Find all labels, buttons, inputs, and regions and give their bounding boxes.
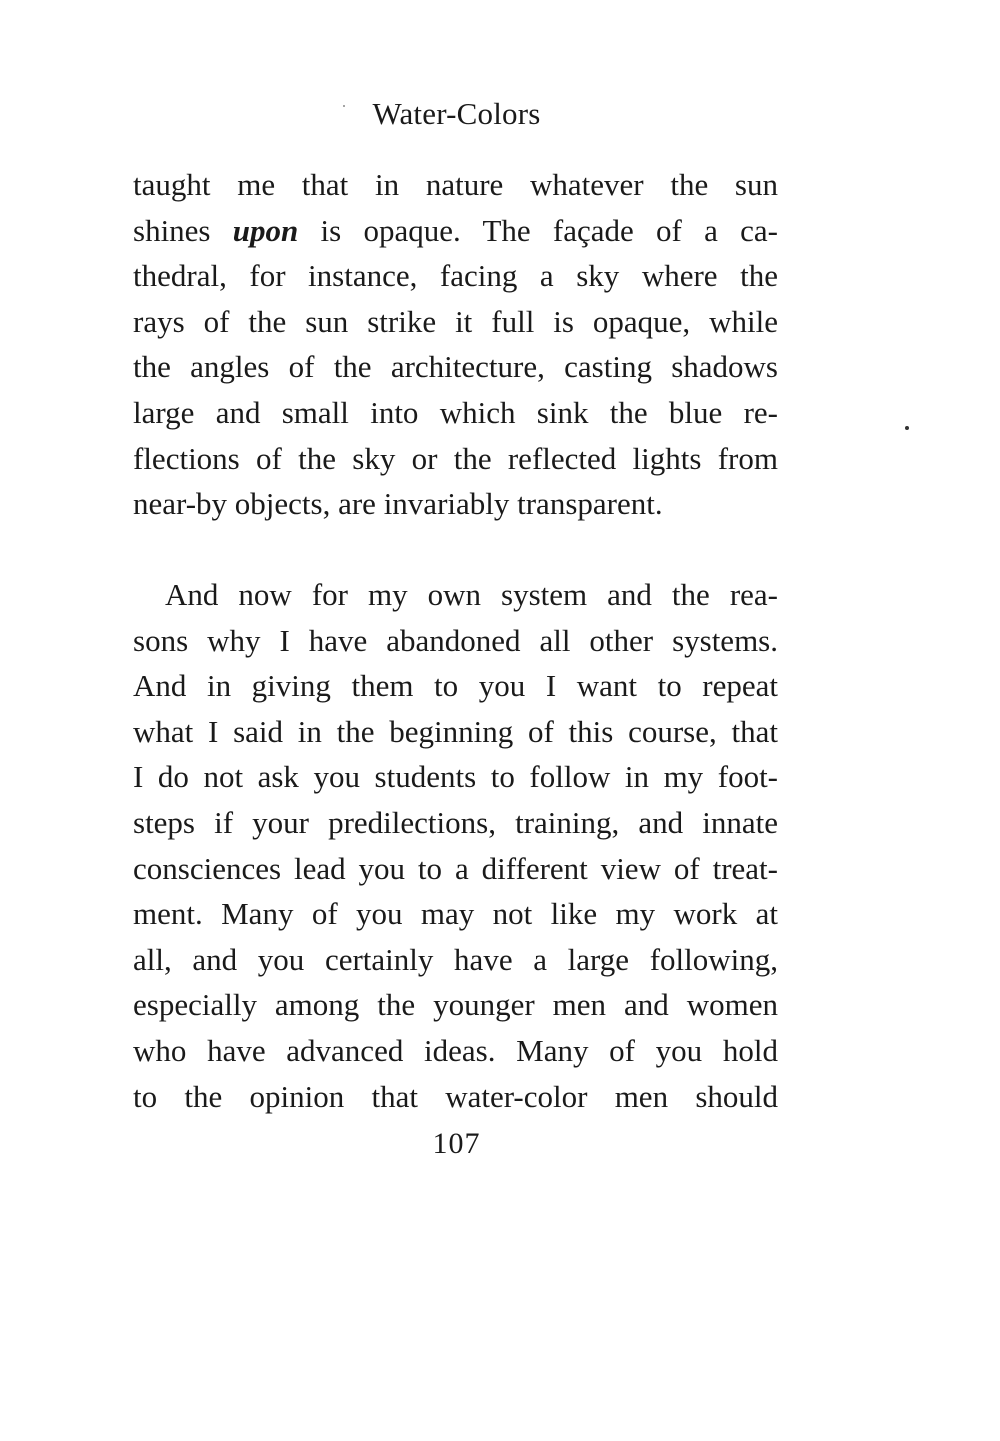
text-line: especially among the younger men and women <box>133 987 778 1023</box>
scan-speck <box>343 105 345 107</box>
emphasized-word: upon <box>232 212 299 248</box>
text-line: I do not ask you students to follow in my foot- <box>133 759 778 795</box>
text-line: all, and you certainly have a large following, <box>133 941 778 977</box>
running-head: Water-Colors <box>372 96 541 131</box>
text-line: flections of the sky or the reflected lights from <box>133 440 778 476</box>
text-fragment: is opaque. The façade of a ca- <box>298 212 779 248</box>
scan-speck <box>905 426 909 430</box>
text-line <box>133 208 778 254</box>
text-line: who have advanced ideas. Many of you hold <box>133 1032 778 1068</box>
text-line: And now for my own system and the rea- <box>165 577 778 612</box>
page-number: 107 <box>432 1127 481 1160</box>
text-line: the angles of the architecture, casting shadows <box>133 349 778 385</box>
text-line: thedral, for instance, facing a sky where the <box>133 258 778 294</box>
text-line: to the opinion that water-color men should <box>133 1078 778 1114</box>
text-line: consciences lead you to a different view of treat- <box>133 850 778 886</box>
paragraph-2 <box>133 572 778 1119</box>
text-line: taught me that in nature whatever the sun <box>133 167 778 202</box>
text-line: near-by objects, are invariably transparent. <box>133 486 663 522</box>
text-fragment: shines <box>133 212 233 248</box>
text-line: And in giving them to you I want to repeat <box>133 668 778 704</box>
text-line: what I said in the beginning of this course, that <box>133 713 778 749</box>
text-line: sons why I have abandoned all other systems. <box>133 622 778 658</box>
text-line: steps if your predilections, training, and innate <box>133 804 778 840</box>
paragraph-1 <box>133 162 778 527</box>
text-line: rays of the sun strike it full is opaque, while <box>133 303 778 339</box>
text-line: ment. Many of you may not like my work at <box>133 896 778 932</box>
text-line: large and small into which sink the blue re- <box>133 394 778 430</box>
